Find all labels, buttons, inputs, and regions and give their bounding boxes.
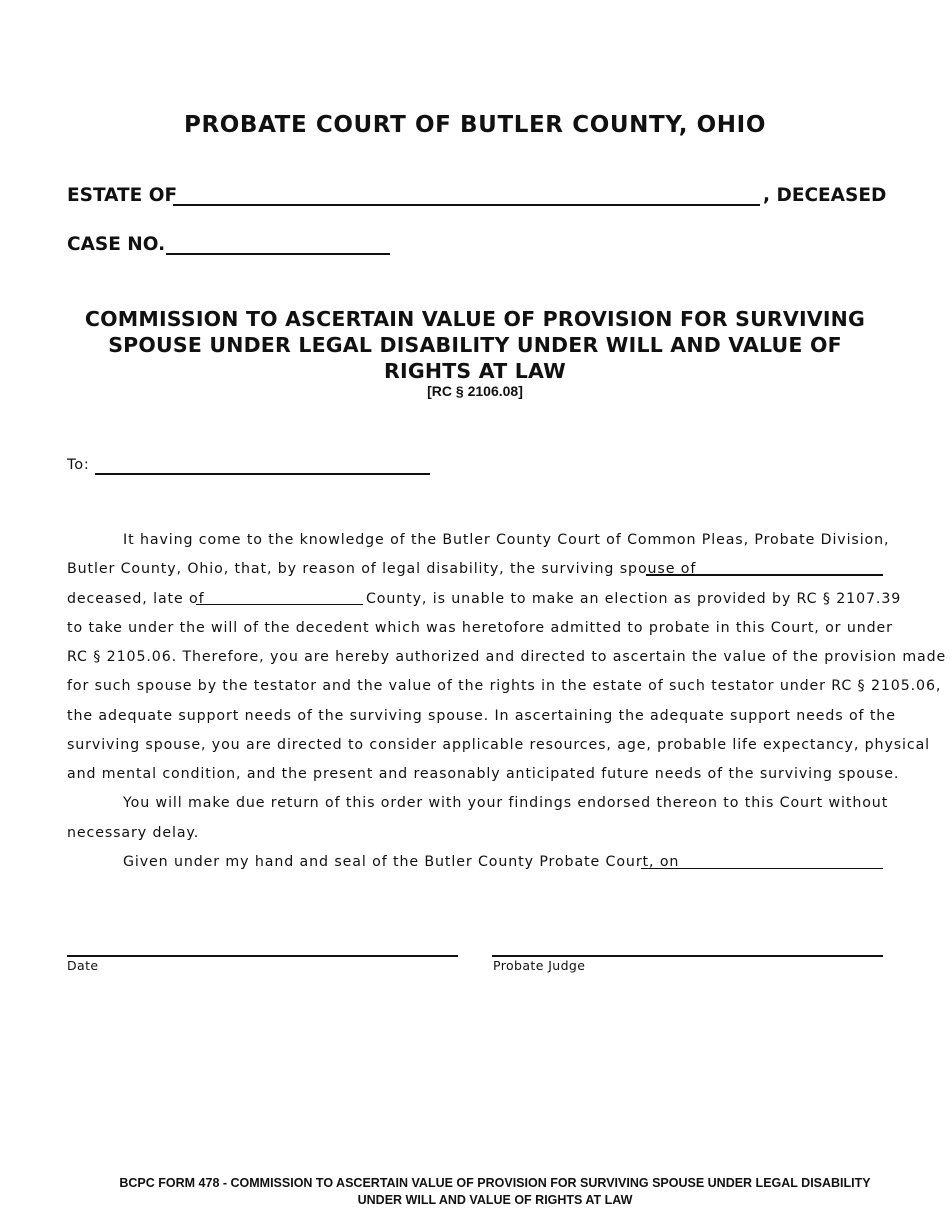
- body-text: for such spouse by the testator and the value of the rights in the estate of such testator under RC § 2105.06,: [67, 678, 942, 694]
- case-no-label: CASE NO.: [67, 234, 166, 255]
- deceased-label: , DECEASED: [763, 185, 887, 206]
- footer-line: UNDER WILL AND VALUE OF RIGHTS AT LAW: [357, 1193, 633, 1207]
- estate-label: ESTATE OF: [67, 185, 178, 206]
- given-date-field[interactable]: [641, 868, 883, 869]
- body-text: Butler County, Ohio, that, by reason of legal disability, the surviving spouse of: [67, 561, 697, 577]
- form-title-line: COMMISSION TO ASCERTAIN VALUE OF PROVISION FOR SURVIVING: [84, 307, 866, 331]
- statute-reference: [RC § 2106.08]: [427, 383, 523, 399]
- to-label: To:: [67, 457, 90, 473]
- body-text: deceased, late of: [67, 591, 205, 607]
- body-text: surviving spouse, you are directed to consider applicable resources, age, probable life expectancy, physical: [67, 737, 931, 753]
- body-text: It having come to the knowledge of the Butler County Court of Common Pleas, Probate Division,: [123, 532, 890, 548]
- county-field[interactable]: [196, 604, 363, 605]
- form-title-line: SPOUSE UNDER LEGAL DISABILITY UNDER WILL AND VALUE OF: [108, 333, 842, 357]
- to-field[interactable]: [95, 473, 430, 475]
- footer-line: BCPC FORM 478 - COMMISSION TO ASCERTAIN VALUE OF PROVISION FOR SURVIVING SPOUSE UNDER LEGAL DISABILITY: [119, 1176, 871, 1190]
- date-signature-line[interactable]: [67, 955, 458, 957]
- body-text: the adequate support needs of the surviving spouse. In ascertaining the adequate support needs of the: [67, 708, 896, 724]
- case-no-field[interactable]: [166, 253, 390, 255]
- court-title: PROBATE COURT OF BUTLER COUNTY, OHIO: [184, 112, 766, 138]
- body-text: necessary delay.: [67, 825, 200, 841]
- body-text: and mental condition, and the present and reasonably anticipated future needs of the surviving spouse.: [67, 766, 900, 782]
- spouse-name-field[interactable]: [646, 574, 883, 576]
- body-text: RC § 2105.06. Therefore, you are hereby authorized and directed to ascertain the value of the provision made: [67, 649, 947, 665]
- form-footer: [100, 1175, 890, 1209]
- body-text: You will make due return of this order with your findings endorsed thereon to this Court without: [123, 795, 889, 811]
- body-text: County, is unable to make an election as provided by RC § 2107.39: [366, 591, 902, 607]
- judge-signature-line[interactable]: [492, 955, 883, 957]
- probate-judge-label: Probate Judge: [493, 958, 586, 973]
- body-text: Given under my hand and seal of the Butler County Probate Court, on: [123, 854, 680, 870]
- body-text: to take under the will of the decedent which was heretofore admitted to probate in this Court, or under: [67, 620, 893, 636]
- date-label: Date: [67, 958, 99, 973]
- estate-name-field[interactable]: [173, 204, 760, 206]
- form-title: [80, 306, 870, 384]
- form-title-line: RIGHTS AT LAW: [384, 359, 566, 383]
